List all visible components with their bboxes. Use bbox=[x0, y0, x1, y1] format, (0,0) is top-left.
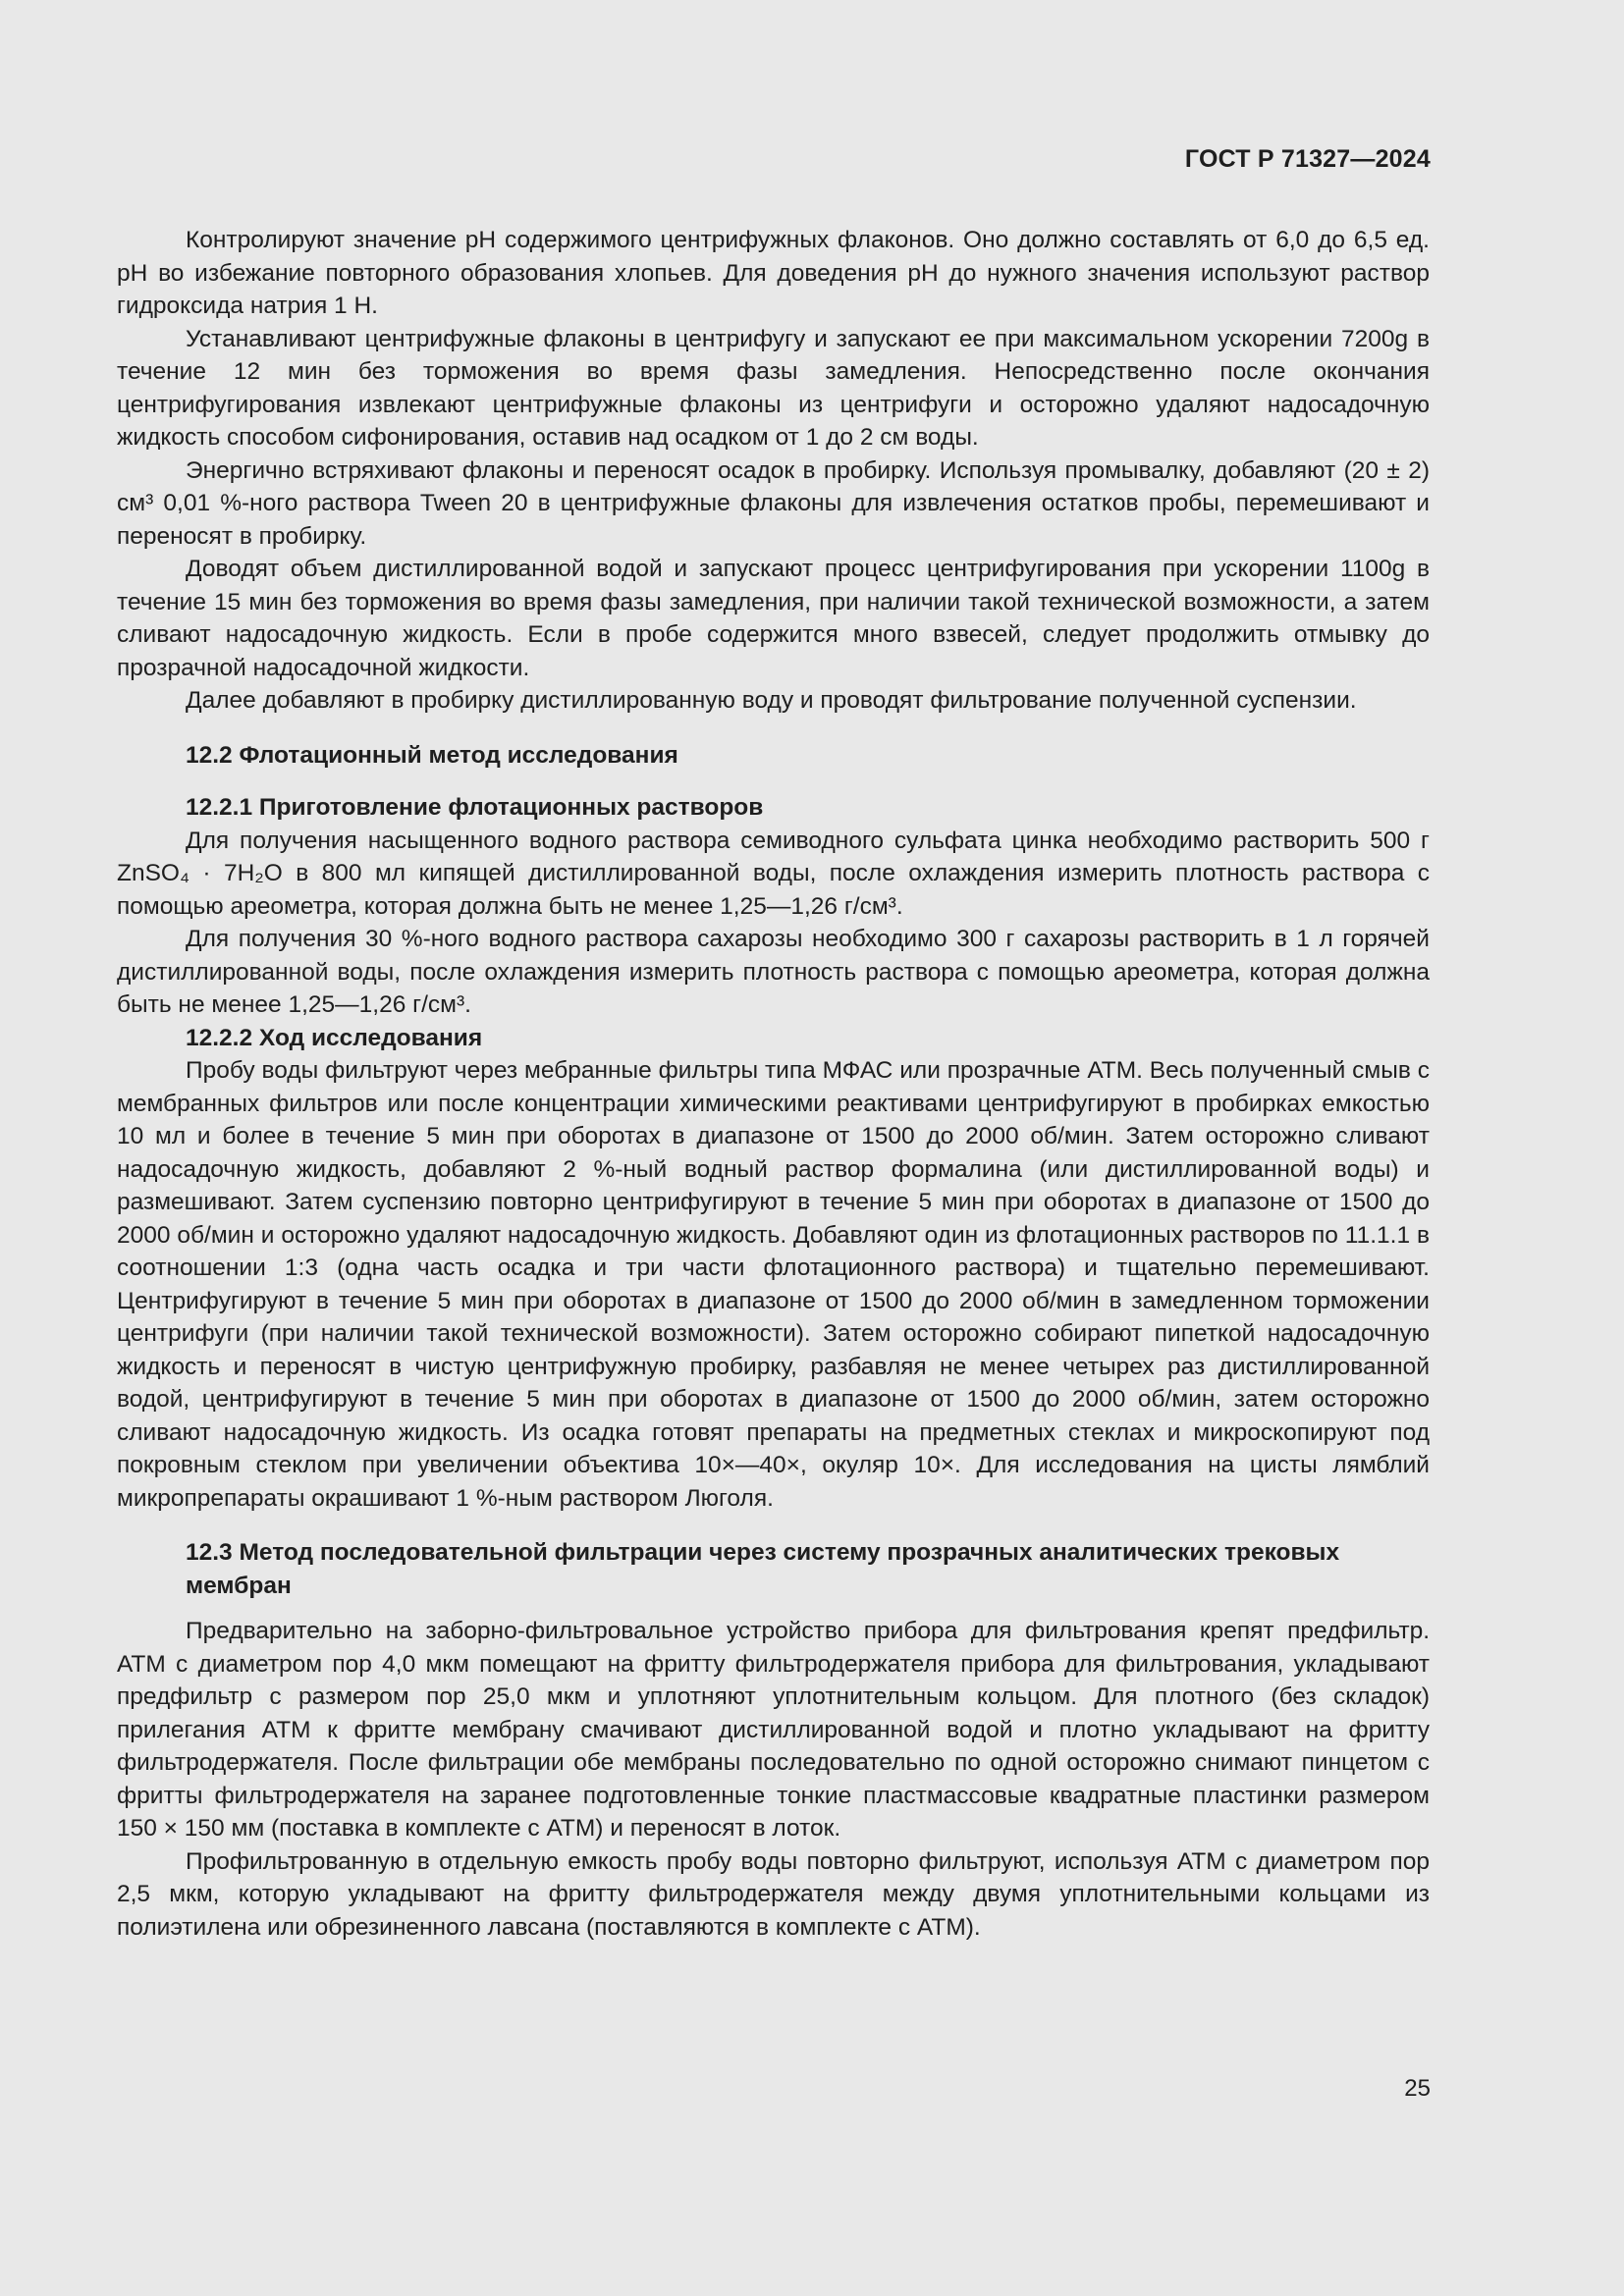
section-heading: 12.2 Флотационный метод исследования bbox=[186, 741, 678, 769]
paragraph: Для получения 30 %-ного водного раствора сахарозы необходимо 300 г сахарозы растворить в 1 л горячей дистиллированной воды, после охлаждения измерить плотность раствора с помощью ареометра, которая должна быть не менее 1,25—1,26 г/см³. bbox=[117, 926, 1430, 1018]
section-heading: 12.3 Метод последовательной фильтрации через систему прозрачных аналитических трековых мембран bbox=[186, 1539, 1340, 1599]
paragraph: Доводят объем дистиллированной водой и запускают процесс центрифугирования при ускорении 1100g в течение 15 мин без торможения во время фазы замедления, при наличии такой технической возможности, а затем сливают надосадочную жидкость. Если в пробе содержится много взвесей, следует продолжить отмывку до прозрачной надосадочной жидкости. bbox=[117, 556, 1430, 681]
paragraph: Энергично встряхивают флаконы и переносят осадок в пробирку. Используя промывалку, добавляют (20 ± 2) см³ 0,01 %-ного раствора Tween 20 в центрифужные флаконы для извлечения остатков пробы, перемешивают и переносят в пробирку. bbox=[117, 456, 1430, 550]
paragraph: Далее добавляют в пробирку дистиллированную воду и проводят фильтрование полученной суспензии. bbox=[186, 687, 1357, 714]
paragraph: Предварительно на заборно-фильтровальное устройство прибора для фильтрования крепят предфильтр. АТМ с диаметром пор 4,0 мкм помещают на фритту фильтродержателя прибора для фильтрования, укладывают предфильтр с размером пор 25,0 мкм и уплотняют уплотнительным кольцом. Для плотного (без складок) прилегания АТМ к фритте мембрану смачивают дистиллированной водой и плотно укладывают на фритту фильтродержателя. После фильтрации обе мембраны последовательно по одной осторожно снимают пинцетом с фритты фильтродержателя на заранее подготовленные тонкие пластмассовые квадратные пластинки размером 150 × 150 мм (поставка в комплекте с АТМ) и переносят в лоток. bbox=[117, 1618, 1430, 1842]
paragraph: Контролируют значение pH содержимого центрифужных флаконов. Оно должно составлять от 6,0 до 6,5 ед. pH во избежание повторного образования хлопьев. Для доведения pH до нужного значения используют раствор гидроксида натрия 1 Н. bbox=[117, 227, 1430, 319]
paragraph: Профильтрованную в отдельную емкость пробу воды повторно фильтруют, используя АТМ с диаметром пор 2,5 мкм, которую укладывают на фритту фильтродержателя между двумя уплотнительными кольцами из полиэтилена или обрезиненного лавсана (поставляются в комплекте с АТМ). bbox=[117, 1847, 1430, 1941]
page-number: 25 bbox=[1404, 2075, 1431, 2102]
document-body bbox=[117, 224, 1430, 1944]
subsection-heading: 12.2.1 Приготовление флотационных растворов bbox=[186, 794, 764, 821]
paragraph: Устанавливают центрифужные флаконы в центрифугу и запускают ее при максимальном ускорении 7200g в течение 12 мин без торможения во время фазы замедления. Непосредственно после окончания центрифугирования извлекают центрифужные флаконы из центрифуги и осторожно удаляют надосадочную жидкость способом сифонирования, оставив над осадком от 1 до 2 см воды. bbox=[117, 325, 1430, 451]
paragraph: Пробу воды фильтруют через мебранные фильтры типа МФАС или прозрачные АТМ. Весь полученный смыв с мембранных фильтров или после концентрации химическими реактивами центрифугируют в пробирках емкостью 10 мл и более в течение 5 мин при оборотах в диапазоне от 1500 до 2000 об/мин. Затем осторожно сливают надосадочную жидкость, добавляют 2 %-ный водный раствор формалина (или дистиллированной воды) и размешивают. Затем суспензию повторно центрифугируют в течение 5 мин при оборотах в диапазоне от 1500 до 2000 об/мин и осторожно удаляют надосадочную жидкость. Добавляют один из флотационных растворов по 11.1.1 в соотношении 1:3 (одна часть осадка и три части флотационного раствора) и тщательно перемешивают. Центрифугируют в течение 5 мин при оборотах в диапазоне от 1500 до 2000 об/мин в замедленном торможении центрифуги (при наличии такой технической возможности). Затем осторожно собирают пипеткой надосадочную жидкость и переносят в чистую центрифужную пробирку, разбавляя не менее четырех раз дистиллированной водой, центрифугируют в течение 5 мин при оборотах в диапазоне от 1500 до 2000 об/мин, затем осторожно сливают надосадочную жидкость. Из осадка готовят препараты на предметных стеклах и микроскопируют под покровным стеклом при увеличении объектива 10×—40×, окуляр 10×. Для исследования на цисты лямблий микропрепараты окрашивают 1 %-ным раствором Люголя. bbox=[117, 1057, 1430, 1512]
paragraph: Для получения насыщенного водного раствора семиводного сульфата цинка необходимо растворить 500 г ZnSO₄ · 7H₂O в 800 мл кипящей дистиллированной воды, после охлаждения измерить плотность раствора с помощью ареометра, которая должна быть не менее 1,25—1,26 г/см³. bbox=[117, 827, 1430, 920]
subsection-heading: 12.2.2 Ход исследования bbox=[186, 1024, 483, 1051]
document-header: ГОСТ Р 71327—2024 bbox=[1184, 145, 1431, 173]
